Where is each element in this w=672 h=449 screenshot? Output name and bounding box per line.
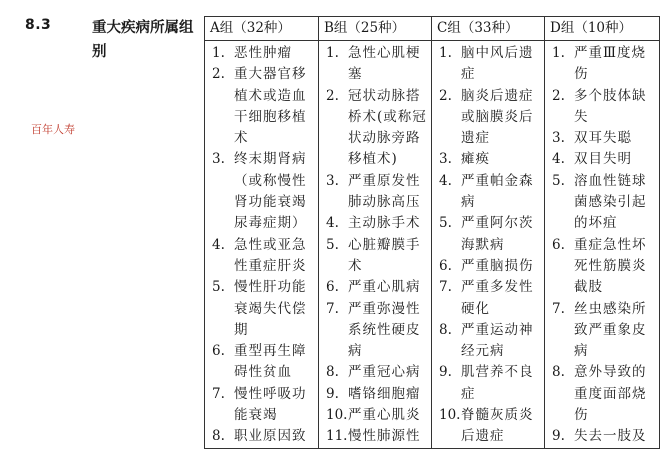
list-item-text: 慢性呼吸功能衰竭 (234, 385, 307, 424)
list-item (319, 384, 431, 405)
list-item (432, 43, 544, 86)
list-item (432, 86, 544, 150)
list-item-number: 2. (552, 87, 565, 104)
list-item (319, 277, 431, 298)
list-item-number: 4. (212, 236, 225, 253)
list-item (319, 86, 431, 171)
list-item-number: 3. (326, 172, 339, 189)
disease-group-table (204, 16, 660, 449)
list-item-number: 5. (212, 279, 225, 296)
list-item (319, 362, 431, 383)
list-item-text: 重大器官移植术或造血干细胞移植术 (234, 66, 307, 147)
list-item-text: 严重心肌炎 (348, 407, 421, 424)
list-item-text: 脑炎后遗症或脑膜炎后遗症 (461, 87, 534, 147)
list-item-number: 1. (326, 45, 339, 61)
list-item-text: 失去一肢及 (574, 428, 647, 445)
list-item (432, 277, 544, 320)
list-item-number: 11. (326, 428, 348, 445)
list-item-number: 8. (439, 321, 452, 338)
column-header-c: C组（33种） (432, 17, 545, 41)
list-item (205, 341, 318, 384)
list-item-number: 5. (326, 236, 339, 253)
list-item-text: 脊髓灰质炎后遗症 (461, 407, 534, 445)
column-cell-b (319, 41, 432, 449)
list-item-number: 5. (552, 172, 565, 189)
list-item (205, 64, 318, 149)
list-item-text: 严重原发性肺动脉高压 (348, 172, 421, 211)
list-item-number: 7. (439, 279, 452, 296)
list-item-number: 6. (212, 343, 225, 360)
list-item (319, 213, 431, 234)
list-item-text: 恶性肿瘤 (234, 45, 292, 61)
column-cell-a (205, 41, 319, 449)
section-title: 重大疾病所属组别 (92, 20, 194, 60)
list-item-number: 7. (212, 385, 225, 402)
list-item-number: 7. (552, 300, 565, 317)
list-item-text: 严重心肌病 (348, 279, 421, 296)
list-item (319, 299, 431, 363)
list-item-text: 严重多发性硬化 (461, 279, 534, 317)
list-item-number: 8. (326, 364, 339, 381)
list-item-text: 瘫痪 (461, 151, 490, 168)
list-item (545, 128, 659, 149)
list-item (545, 362, 659, 426)
list-item-text: 双目失明 (574, 151, 632, 168)
list-item (545, 43, 659, 86)
list-item (545, 86, 659, 129)
list-item-number: 3. (439, 151, 452, 168)
list-item (432, 171, 544, 214)
list-item-number: 9. (326, 385, 339, 402)
list-item (545, 235, 659, 299)
list-item-number: 4. (439, 172, 452, 189)
list-item (432, 213, 544, 256)
list-item-text: 终末期肾病（或称慢性肾功能衰竭尿毒症期） (234, 151, 307, 232)
list-item-text: 冠状动脉搭桥术(或称冠状动脉旁路移植术) (348, 87, 427, 168)
column-header-d: D组（10种） (545, 17, 660, 41)
column-cell-d (545, 41, 660, 449)
list-item-text: 严重运动神经元病 (461, 321, 534, 360)
list-item-number: 9. (439, 364, 452, 381)
list-item (319, 235, 431, 278)
list-item-text: 双耳失聪 (574, 130, 632, 147)
list-item-number: 8. (552, 364, 565, 381)
list-item-text: 心脏瓣膜手术 (348, 236, 421, 274)
list-item (205, 149, 318, 234)
list-item-number: 10. (439, 407, 461, 424)
list-item-text: 多个肢体缺失 (574, 87, 647, 125)
list-item (432, 362, 544, 405)
list-item-text: 职业原因致 (234, 428, 307, 445)
list-item-number: 4. (326, 215, 339, 232)
list-item-text: 慢性肺源性 (348, 428, 421, 445)
list-item (205, 43, 318, 64)
list-item-number: 8. (212, 428, 225, 445)
table-header-row (205, 17, 660, 41)
column-header-b: B组（25种） (319, 17, 432, 41)
list-item (432, 405, 544, 448)
table-body-row (205, 41, 660, 449)
list-item (319, 43, 431, 86)
list-item-text: 溶血性链球菌感染引起的坏疽 (574, 172, 647, 232)
list-item (545, 171, 659, 235)
list-item (205, 384, 318, 427)
list-item-number: 2. (439, 87, 452, 104)
list-item (319, 426, 431, 447)
column-header-a: A组（32种） (205, 17, 319, 41)
list-item (205, 277, 318, 341)
list-item (319, 405, 431, 426)
list-item-number: 2. (326, 87, 339, 104)
watermark-text: 百年人寿 (31, 123, 75, 136)
list-item (205, 235, 318, 278)
list-item-text: 急性心肌梗塞 (348, 45, 421, 83)
list-item-number: 4. (552, 151, 565, 168)
list-item (545, 299, 659, 363)
column-cell-c (432, 41, 545, 449)
list-item-number: 1. (212, 45, 225, 61)
list-item (545, 426, 659, 447)
list-item (319, 171, 431, 214)
list-item-number: 6. (439, 257, 452, 274)
list-item-text: 嗜铬细胞瘤 (348, 385, 421, 402)
list-item (205, 426, 318, 447)
list-item-number: 7. (326, 300, 339, 317)
list-item-text: 脑中风后遗症 (461, 45, 534, 83)
list-item (432, 149, 544, 170)
list-item-number: 10. (326, 407, 348, 424)
list-item-text: 严重帕金森病 (461, 172, 534, 211)
list-item-number: 2. (212, 66, 225, 83)
list-item (432, 320, 544, 363)
section-number: 8.3 (25, 17, 52, 33)
list-item-number: 1. (439, 45, 452, 61)
list-item-text: 严重阿尔茨海默病 (461, 215, 534, 253)
list-item-text: 严重脑损伤 (461, 257, 534, 274)
list-item-text: 严重冠心病 (348, 364, 421, 381)
list-item-number: 9. (552, 428, 565, 445)
list-item (545, 149, 659, 170)
list-item (432, 256, 544, 277)
list-item-text: 重症急性坏死性筋膜炎截肢 (574, 236, 647, 296)
list-item-number: 5. (439, 215, 452, 232)
list-item-text: 重型再生障碍性贫血 (234, 343, 307, 381)
list-item-text: 严重Ⅲ度烧伤 (574, 45, 647, 83)
list-item-text: 慢性肝功能衰竭失代偿期 (234, 279, 307, 338)
list-item-text: 急性或亚急性重症肝炎 (234, 236, 307, 274)
list-item-number: 1. (552, 45, 565, 61)
list-item-text: 丝虫感染所致严重象皮病 (574, 300, 647, 360)
list-item-text: 肌营养不良症 (461, 364, 534, 402)
list-item-text: 主动脉手术 (348, 215, 421, 232)
list-item-number: 6. (326, 279, 339, 296)
list-item-text: 严重弥漫性系统性硬皮病 (348, 300, 421, 360)
list-item-number: 3. (552, 130, 565, 147)
list-item-number: 3. (212, 151, 225, 168)
list-item-text: 意外导致的重度面部烧伤 (574, 364, 647, 424)
list-item-number: 6. (552, 236, 565, 253)
